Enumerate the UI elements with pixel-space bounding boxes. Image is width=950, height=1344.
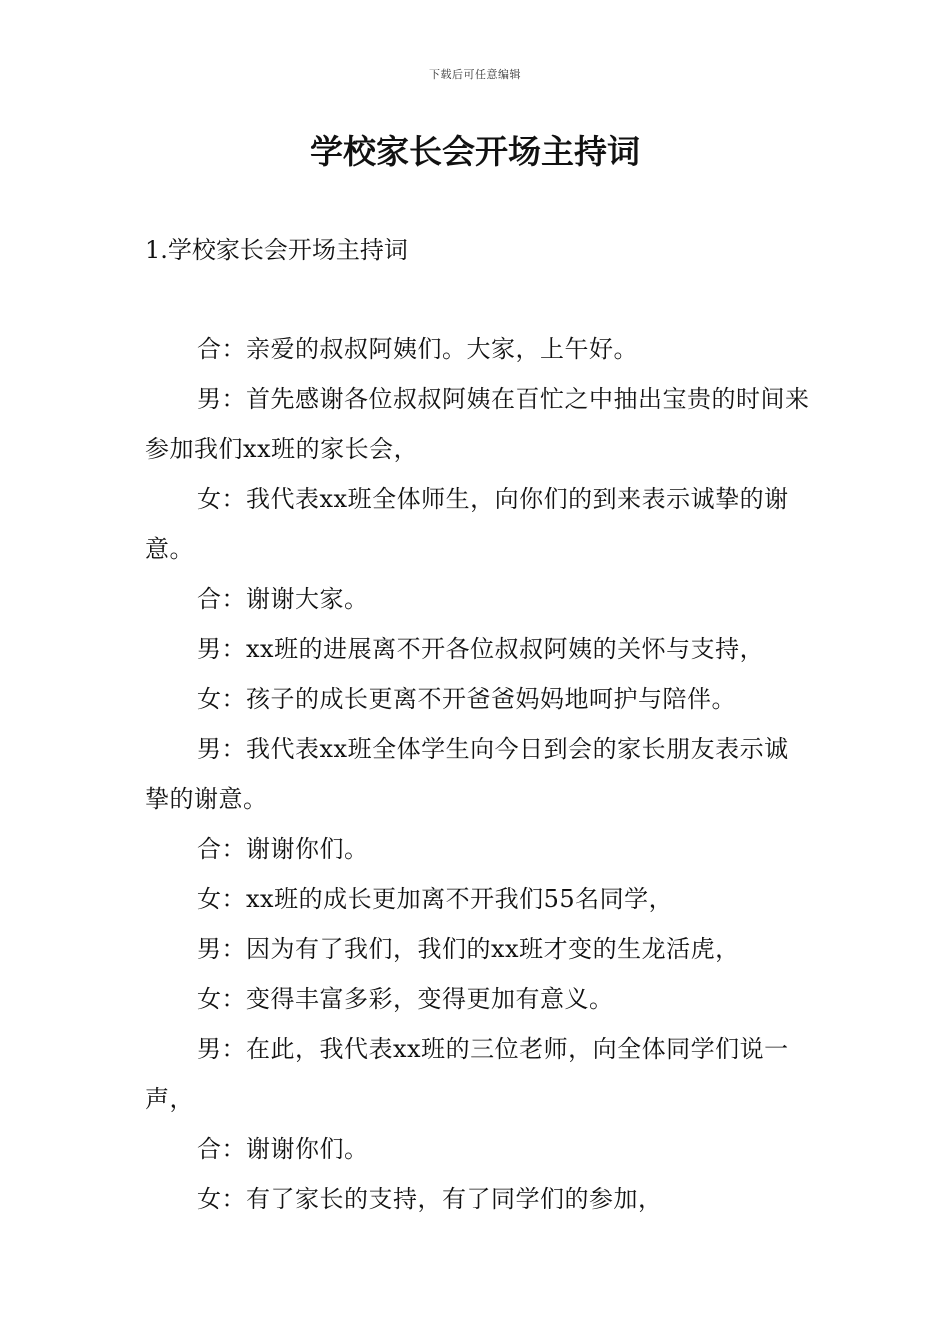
paragraph: 合：谢谢你们。 (197, 1135, 369, 1163)
paragraph: 女：我代表xx班全体师生，向你们的到来表示诚挚的谢意。 (145, 485, 789, 563)
paragraph: 男：xx班的进展离不开各位叔叔阿姨的关怀与支持， (197, 635, 765, 663)
header-note: 下载后可任意编辑 (429, 68, 521, 81)
paragraph: 女：孩子的成长更离不开爸爸妈妈地呵护与陪伴。 (197, 685, 736, 713)
paragraph: 女：xx班的成长更加离不开我们55名同学， (197, 885, 674, 913)
document-body (145, 324, 810, 1224)
section-heading: 1.学校家长会开场主持词 (145, 236, 408, 264)
paragraph: 男：我代表xx班全体学生向今日到会的家长朋友表示诚挚的谢意。 (145, 735, 789, 813)
paragraph: 合：谢谢大家。 (197, 585, 369, 613)
paragraph: 女：变得丰富多彩，变得更加有意义。 (197, 985, 614, 1013)
paragraph: 合：谢谢你们。 (197, 835, 369, 863)
page-title: 学校家长会开场主持词 (310, 132, 640, 171)
paragraph: 男：首先感谢各位叔叔阿姨在百忙之中抽出宝贵的时间来参加我们xx班的家长会， (145, 385, 810, 463)
paragraph: 女：有了家长的支持，有了同学们的参加， (197, 1185, 663, 1213)
paragraph: 男：在此，我代表xx班的三位老师，向全体同学们说一声， (145, 1035, 789, 1113)
paragraph: 合：亲爱的叔叔阿姨们。大家，上午好。 (197, 335, 638, 363)
paragraph: 男：因为有了我们，我们的xx班才变的生龙活虎， (197, 935, 740, 963)
